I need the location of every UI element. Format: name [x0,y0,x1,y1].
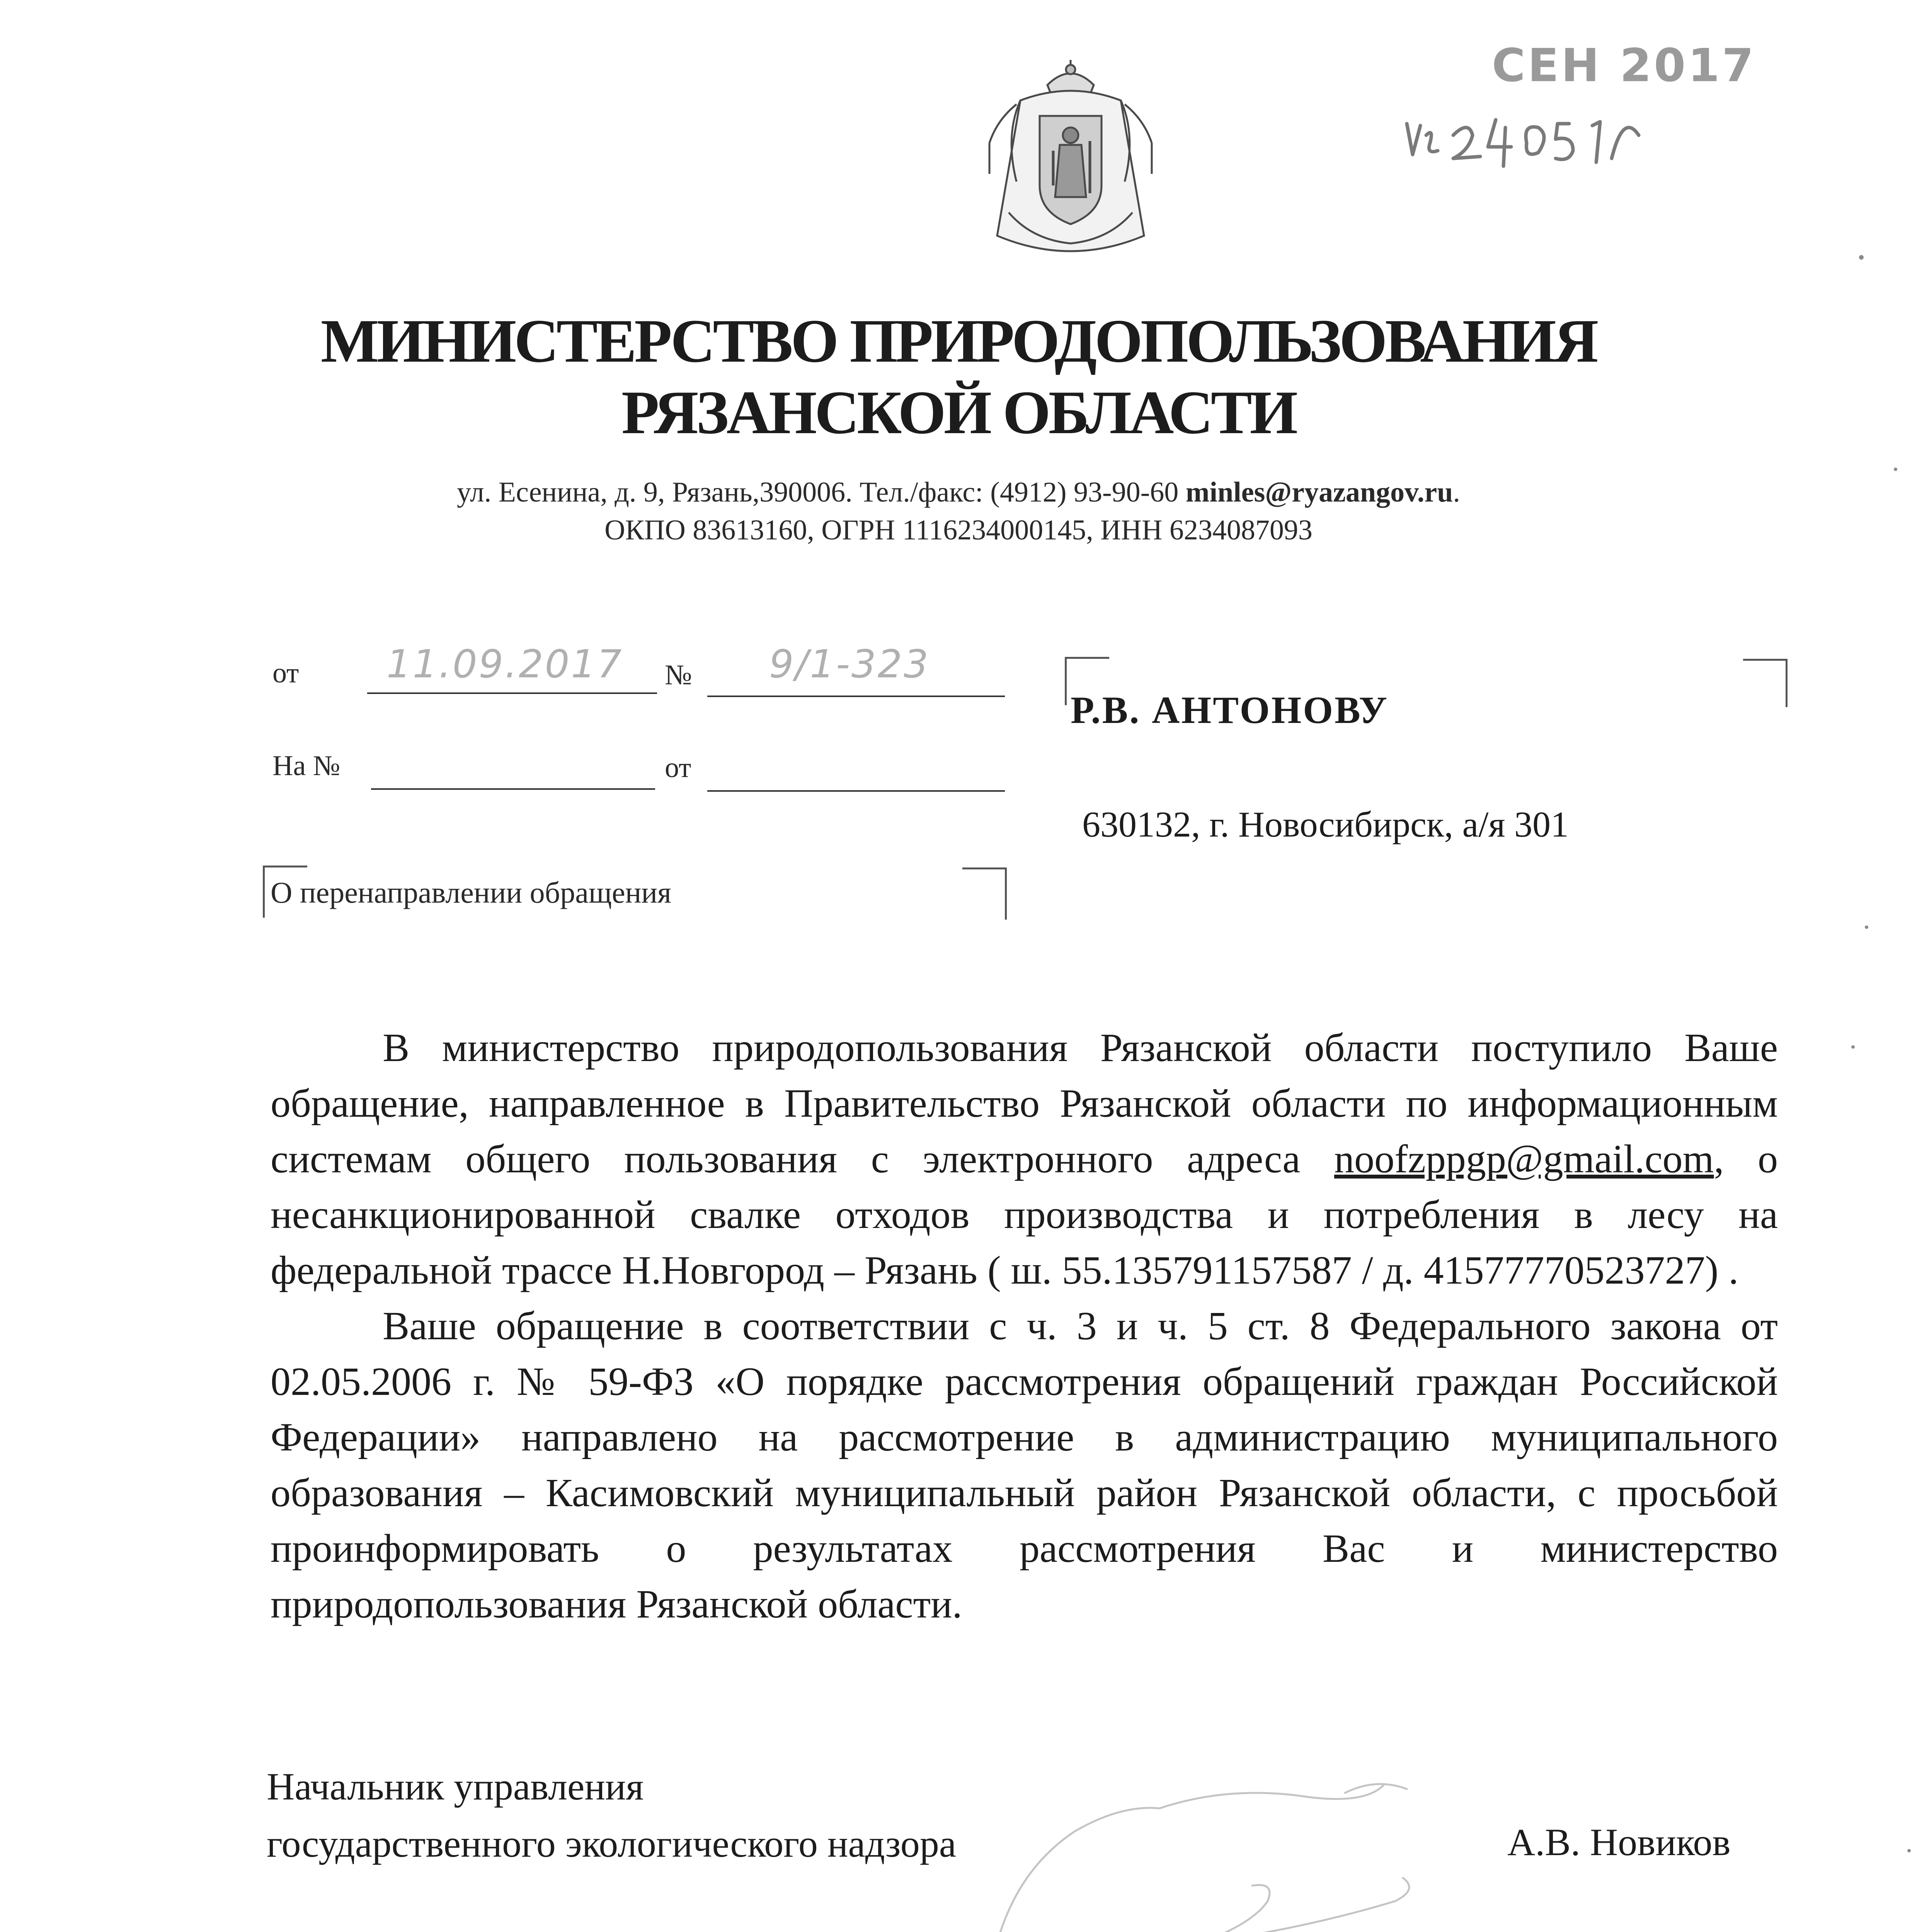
scan-speck [1865,925,1868,929]
addressee-corner-right [1743,659,1788,707]
ministry-title-line2: РЯЗАНСКОЙ ОБЛАСТИ [621,378,1296,447]
requisites-line: ОКПО 83613160, ОГРН 1116234000145, ИНН 6234087093 [604,514,1313,546]
position-line-1: Начальник управления [267,1765,644,1808]
in-reply-from-label: от [665,752,691,784]
in-reply-date-underline [707,790,1005,792]
scan-speck [1907,1849,1911,1852]
scan-speck [1894,468,1897,471]
ministry-contacts [232,473,1685,549]
number-underline [707,696,1005,697]
letter-body [271,1020,1778,1632]
email-address: minles@ryazangov.ru [1185,476,1453,508]
signatory-position [267,1758,956,1872]
subject-corner-right [962,867,1007,920]
position-line-2: государственного экологического надзора [267,1822,957,1865]
body-paragraph-2: Ваше обращение в соответствии с ч. 3 и ч. 5 ст. 8 Федерального закона от 02.05.2006 г. № 59-ФЗ «О порядке рассмотрения обращений граждан Российской Федерации» направлено на рассмотрение в администрацию муниципального образования – Касимовский муниципальный район Рязанской области, с просьбой проинформировать о результатах рассмотрения Вас и министерство природопользования Рязанской области. [271,1304,1778,1626]
addressee-name: Р.В. АНТОНОВУ [1071,689,1389,731]
outgoing-date-handwritten: 11.09.2017 [386,641,623,687]
in-reply-label: На № [272,750,340,782]
from-label: от [272,657,299,689]
in-reply-number-underline [371,788,655,790]
ministry-title [232,305,1685,448]
signatory-name: А.В. Новиков [1507,1821,1731,1864]
scan-speck [1851,1045,1855,1049]
scan-speck [1859,255,1864,260]
sender-email: noofzppgp@gmail.com [1334,1137,1714,1181]
coat-of-arms-emblem [974,58,1167,274]
addressee-address: 630132, г. Новосибирск, а/я 301 [1082,804,1569,845]
outgoing-number-handwritten: 9/1-323 [769,641,930,687]
registration-stamp-date: СЕН 2017 [1492,39,1756,92]
address-line [232,473,1685,511]
body-p1-end: , о несанкционированной свалке отходов производства и потребления в лесу на федеральной трассе Н.Новгород – Рязань ( ш. 55.135791157587 / д. 41577770523727) . [271,1137,1778,1293]
address-text: ул. Есенина, д. 9, Рязань,390006. Тел./факс: (4912) 93-90-60 [457,476,1186,508]
date-underline [367,692,657,694]
body-paragraph-1 [271,1020,1778,1298]
body-p1-start: В министерство природопользования Рязанской области поступило Ваше обращение, направленное в Правительство Рязанской области по информационным системам общего пользования с электронного адреса [271,1026,1778,1181]
handwritten-signature [958,1762,1442,1932]
address-end: . [1453,476,1460,508]
letter-subject: О перенаправлении обращения [271,876,671,909]
registration-handwritten-number [1391,89,1662,178]
ministry-title-line1: МИНИСТЕРСТВО ПРИРОДОПОЛЬЗОВАНИЯ [320,306,1597,375]
number-sign-label: № [665,659,692,691]
